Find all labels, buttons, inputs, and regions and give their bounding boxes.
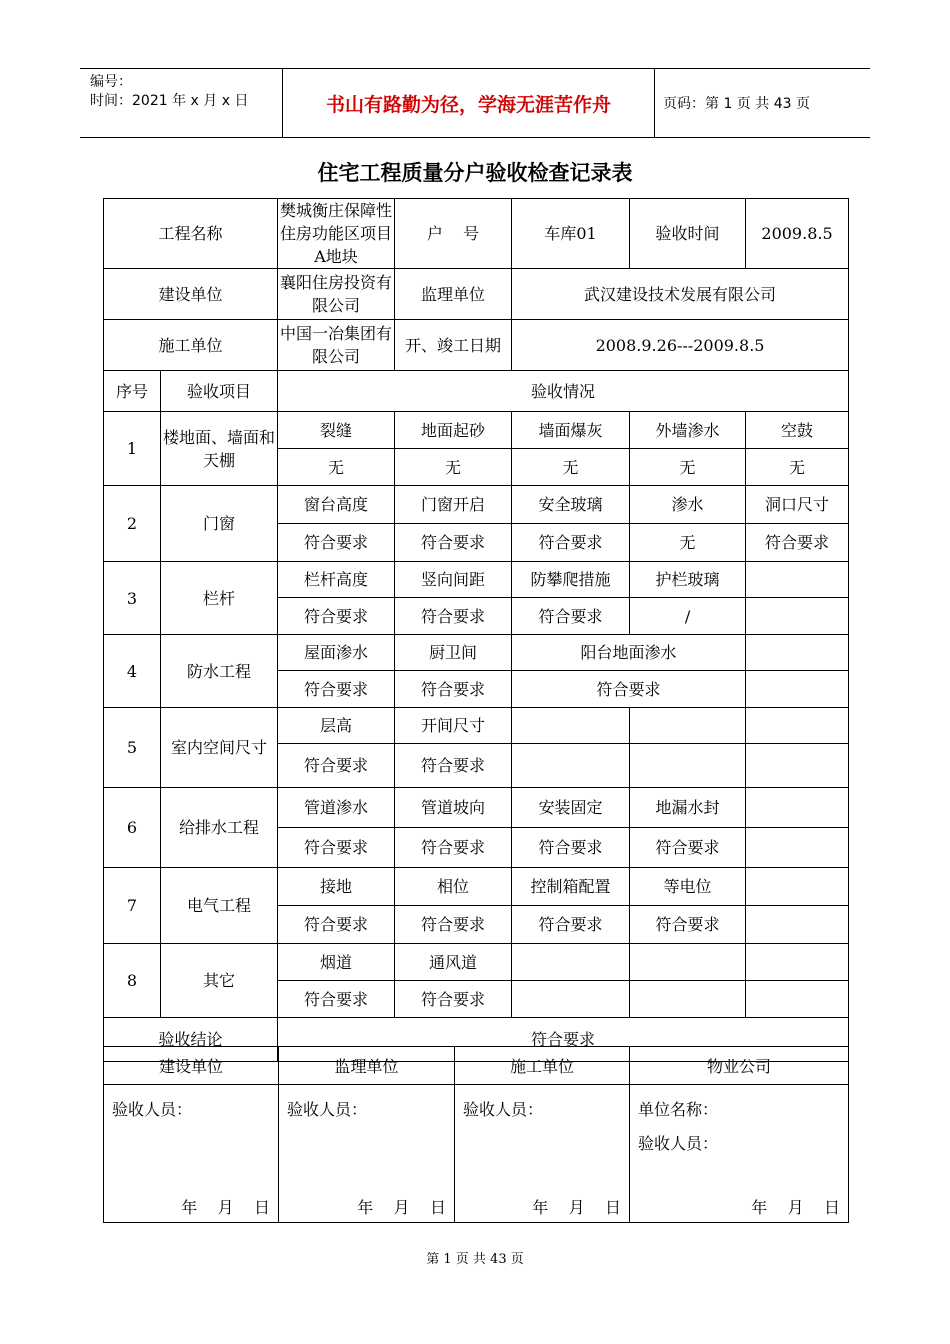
party-contractor: 施工单位 <box>455 1047 630 1085</box>
header-meta <box>80 69 282 137</box>
page-header <box>80 68 870 138</box>
header-page-label: 页码：第 1 页 共 43 页 <box>663 96 810 112</box>
check-item: 竖向间距 <box>395 562 512 598</box>
sign-date: 年 月 日 <box>181 1198 270 1217</box>
section-5-checks <box>104 708 849 744</box>
check-result <box>630 981 746 1018</box>
section-name: 室内空间尺寸 <box>161 708 278 788</box>
check-result <box>746 906 849 944</box>
section-no: 7 <box>104 868 161 944</box>
section-no: 1 <box>104 412 161 486</box>
check-item: 洞口尺寸 <box>746 486 849 524</box>
check-result: 无 <box>630 524 746 562</box>
page-footer: 第 1 页 共 43 页 <box>426 1252 524 1267</box>
check-item <box>512 944 630 981</box>
section-name: 楼地面、墙面和天棚 <box>161 412 278 486</box>
party-builder: 建设单位 <box>104 1047 279 1085</box>
section-4-checks <box>104 635 849 671</box>
check-result: 无 <box>512 449 630 486</box>
property-labels <box>638 1093 718 1161</box>
check-result: 符合要求 <box>512 906 630 944</box>
acceptance-time-label: 验收时间 <box>630 199 746 269</box>
check-item <box>630 708 746 744</box>
check-result <box>512 744 630 788</box>
section-8-checks <box>104 944 849 981</box>
number-label: 编号： <box>90 74 132 90</box>
builder-value: 襄阳住房投资有限公司 <box>278 269 395 320</box>
inspection-table <box>103 198 849 1062</box>
project-name-value: 樊城衡庄保障性住房功能区项目A地块 <box>278 199 395 269</box>
check-result <box>746 744 849 788</box>
check-item: 相位 <box>395 868 512 906</box>
section-name: 其它 <box>161 944 278 1018</box>
section-no: 6 <box>104 788 161 868</box>
section-name: 给排水工程 <box>161 788 278 868</box>
section-2-checks <box>104 486 849 524</box>
section-no: 5 <box>104 708 161 788</box>
check-result: 符合要求 <box>512 671 746 708</box>
check-result: 符合要求 <box>278 598 395 635</box>
check-item: 阳台地面渗水 <box>512 635 746 671</box>
project-name-label: 工程名称 <box>104 199 278 269</box>
info-row-contractor <box>104 320 849 371</box>
check-item: 外墙渗水 <box>630 412 746 449</box>
check-result <box>746 981 849 1018</box>
check-item: 渗水 <box>630 486 746 524</box>
check-item: 护栏玻璃 <box>630 562 746 598</box>
check-result: 符合要求 <box>278 981 395 1018</box>
info-row-project <box>104 199 849 269</box>
unit-name-label: 单位名称： <box>638 1100 719 1119</box>
check-result: 无 <box>630 449 746 486</box>
builder-label: 建设单位 <box>104 269 278 320</box>
check-item: 安装固定 <box>512 788 630 828</box>
check-item <box>746 944 849 981</box>
check-result: 符合要求 <box>746 524 849 562</box>
check-result: 符合要求 <box>512 524 630 562</box>
contractor-value: 中国一冶集团有限公司 <box>278 320 395 371</box>
section-7-checks <box>104 868 849 906</box>
column-no: 序号 <box>104 371 161 412</box>
signoff-cell-property <box>630 1085 849 1223</box>
check-item <box>746 635 849 671</box>
check-item: 安全玻璃 <box>512 486 630 524</box>
section-no: 2 <box>104 486 161 562</box>
section-name: 门窗 <box>161 486 278 562</box>
dates-value: 2008.9.26---2009.8.5 <box>512 320 849 371</box>
section-6-checks <box>104 788 849 828</box>
header-slogan: 书山有路勤为径，学海无涯苦作舟 <box>282 69 655 137</box>
section-name: 防水工程 <box>161 635 278 708</box>
check-item: 烟道 <box>278 944 395 981</box>
check-item: 接地 <box>278 868 395 906</box>
check-result <box>746 828 849 868</box>
section-name: 电气工程 <box>161 868 278 944</box>
sign-date: 年 月 日 <box>532 1198 621 1217</box>
info-row-builder <box>104 269 849 320</box>
check-item: 厨卫间 <box>395 635 512 671</box>
signoff-cell-supervisor <box>279 1085 455 1223</box>
signoff-cell-builder <box>104 1085 279 1223</box>
column-item: 验收项目 <box>161 371 278 412</box>
check-item <box>630 944 746 981</box>
check-result: 符合要求 <box>395 671 512 708</box>
check-item: 控制箱配置 <box>512 868 630 906</box>
check-item: 空鼓 <box>746 412 849 449</box>
check-result: 符合要求 <box>278 906 395 944</box>
check-item: 开间尺寸 <box>395 708 512 744</box>
check-item: 等电位 <box>630 868 746 906</box>
check-item: 裂缝 <box>278 412 395 449</box>
check-item <box>746 788 849 828</box>
conclusion-value: 符合要求 <box>278 1018 849 1062</box>
check-item: 门窗开启 <box>395 486 512 524</box>
check-item: 管道渗水 <box>278 788 395 828</box>
check-item: 地面起砂 <box>395 412 512 449</box>
check-result: 无 <box>746 449 849 486</box>
check-result: 符合要求 <box>395 598 512 635</box>
check-result: 符合要求 <box>395 524 512 562</box>
check-result: 符合要求 <box>395 981 512 1018</box>
party-property: 物业公司 <box>630 1047 849 1085</box>
dates-label: 开、竣工日期 <box>395 320 512 371</box>
check-item: 屋面渗水 <box>278 635 395 671</box>
check-result: 符合要求 <box>278 671 395 708</box>
check-result: 符合要求 <box>630 906 746 944</box>
personnel-label: 验收人员： <box>638 1134 719 1153</box>
supervisor-label: 监理单位 <box>395 269 512 320</box>
section-no: 3 <box>104 562 161 635</box>
section-1-checks <box>104 412 849 449</box>
document-title: 住宅工程质量分户验收检查记录表 <box>317 161 633 185</box>
supervisor-value: 武汉建设技术发展有限公司 <box>512 269 849 320</box>
section-no: 4 <box>104 635 161 708</box>
check-item <box>746 708 849 744</box>
check-result <box>512 981 630 1018</box>
check-item: 墙面爆灰 <box>512 412 630 449</box>
check-result: 符合要求 <box>278 828 395 868</box>
personnel-label: 验收人员： <box>463 1100 544 1119</box>
check-item: 通风道 <box>395 944 512 981</box>
time-label: 时间：2021 年 x 月 x 日 <box>90 93 249 109</box>
check-result <box>630 744 746 788</box>
check-item: 层高 <box>278 708 395 744</box>
check-result: 符合要求 <box>630 828 746 868</box>
acceptance-time-value: 2009.8.5 <box>746 199 849 269</box>
check-result: 符合要求 <box>278 524 395 562</box>
check-result: 符合要求 <box>395 906 512 944</box>
column-header-row <box>104 371 849 412</box>
check-result: / <box>630 598 746 635</box>
check-item <box>512 708 630 744</box>
column-status: 验收情况 <box>278 371 849 412</box>
check-result <box>746 598 849 635</box>
check-item <box>746 868 849 906</box>
household-label: 户 号 <box>395 199 512 269</box>
party-supervisor: 监理单位 <box>279 1047 455 1085</box>
check-result: 符合要求 <box>395 828 512 868</box>
section-no: 8 <box>104 944 161 1018</box>
check-result: 符合要求 <box>278 744 395 788</box>
personnel-label: 验收人员： <box>287 1100 368 1119</box>
check-result: 无 <box>395 449 512 486</box>
personnel-label: 验收人员： <box>112 1100 193 1119</box>
section-3-checks <box>104 562 849 598</box>
check-item: 地漏水封 <box>630 788 746 828</box>
signoff-table <box>103 1046 849 1223</box>
check-result <box>746 671 849 708</box>
section-name: 栏杆 <box>161 562 278 635</box>
check-item: 栏杆高度 <box>278 562 395 598</box>
check-result: 符合要求 <box>512 598 630 635</box>
sign-date: 年 月 日 <box>751 1198 840 1217</box>
check-item: 防攀爬措施 <box>512 562 630 598</box>
signoff-header-row <box>104 1047 849 1085</box>
check-result: 符合要求 <box>395 744 512 788</box>
conclusion-label: 验收结论 <box>104 1018 278 1062</box>
household-value: 车库01 <box>512 199 630 269</box>
signoff-body-row <box>104 1085 849 1223</box>
check-result: 符合要求 <box>512 828 630 868</box>
sign-date: 年 月 日 <box>357 1198 446 1217</box>
check-item <box>746 562 849 598</box>
check-item: 管道坡向 <box>395 788 512 828</box>
contractor-label: 施工单位 <box>104 320 278 371</box>
signoff-cell-contractor <box>455 1085 630 1223</box>
check-result: 无 <box>278 449 395 486</box>
check-item: 窗台高度 <box>278 486 395 524</box>
